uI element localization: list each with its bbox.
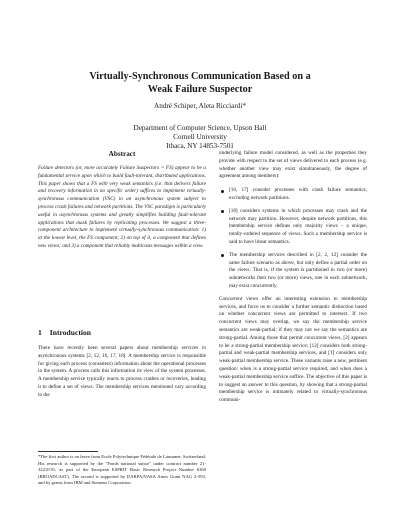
section-title: Introduction	[49, 328, 92, 337]
bullet-item	[219, 187, 367, 203]
affiliation-line-2: Cornell University	[173, 133, 227, 141]
right-paragraph-2: Concurrent views offer an interesting extension to membership services, and force us to consider a further semantic distinction based on whether concurrent views are permitted to intersect. If two concurrent views may overlap, we say the membership service semantics are weak-partial; if they may not we say the semantics are strong-partial. Among those that permit concurrent views, [2] appears to be a strong-partial membership service; [12] considers both strong-partial and weak-partial membership services, and [1] considers only weak-partial membership service. These variants raise a new, pertinent question: when is a strong-partial service required, and when does a weak-partial membership service suffice. The objective of this paper is to suggest an answer to this question, by showing that a strong-partial membership service is intimately related to virtually-synchronous communi-	[219, 295, 367, 404]
title-line-1: Virtually-Synchronous Communication Based on a	[89, 71, 311, 82]
bullet-item	[219, 208, 367, 247]
membership-bullet-list	[219, 187, 367, 291]
bullet-text: The membership services described in [2, 2, 12] consider the same failure scenario as above, but only define a partial order on the views. That is, if the system is partitioned in two (or more) subnetworks then two (or more) views, one in each subnetwork, may exist concurrently.	[229, 251, 367, 289]
abstract-heading: Abstract	[108, 150, 136, 158]
section-number: 1	[38, 328, 42, 337]
bullet-dot-icon	[221, 190, 224, 193]
bullet-dot-icon	[221, 210, 224, 213]
footnote: *The first author is on leave from Ecole Polytechnique Fédérale de Lausanne, Switzerland. His research is supported by the "Fonds national suisse" under contract number 21-32210.91, as part of the European ESPRIT Basic Research Project Number 6360 (BROADCAST). The second is supported by DARPA/NASA Ames Grant NAG 2-593, and by grants from IBM and Siemens Corporation.	[38, 454, 206, 486]
right-column	[219, 150, 367, 405]
bullet-dot-icon	[221, 254, 224, 257]
affiliation-line-1: Department of Computer Science, Upson Hall	[133, 124, 267, 132]
bullet-item	[219, 252, 367, 291]
affiliation-line-3: Ithaca, NY 14853-7501	[166, 142, 234, 150]
bullet-text: [16, 17] consider processes with crash failure semantics, excluding network partitions.	[229, 187, 367, 201]
paper-title	[40, 70, 360, 96]
left-column	[38, 150, 206, 251]
introduction-paragraph: There have recently been several papers about membership services in asynchronous systems [2, 12, 16, 17, 18]. A membership service is responsible for giving each process (consistent) information about the operational processes in the system. A process calls this information its view of the system processes. A membership service typically reacts to process crashes or recoveries, leading it to define a set of views. The membership services mentioned vary according to the	[38, 345, 206, 398]
footnote-rule	[38, 451, 98, 452]
bullet-text: [18] considers systems in which processes may crash and the network may partition. However, despite network partitions, this membership service defines only majority views – a unique, totally-ordered sequence of views. Such a membership service is said to have linear semantics.	[229, 207, 367, 245]
abstract-text: Failure detectors (or, more accurately Failure Suspectors = FS) appear to be a fundamental service upon which to build fault-tolerant, distributed applications. This paper shows that a FS with very weak semantics (i.e. that delivers failure and recovery information in no specific order) suffices to implement virtually-synchronous communication (VSC) in an asynchronous system subject to process crash failures and network partitions. The VSC paradigm is particularly useful in asynchronous systems and greatly simplifies building fault-tolerant applications that mask failures by replicating processes. We suggest a three-component architecture to implement virtually-synchronous communication: 1) at the lowest level, the FS component; 2) on top of it, a component that defines new views; and 3) a component that reliably multicasts messages within a view.	[38, 165, 206, 249]
author-list: André Schiper, Aleta Ricciardi*	[154, 102, 246, 110]
right-paragraph-1: underlying failure model considered, as well as the properties they provide with respect to the set of views delivered to each process (e.g. whether another view may exist simultaneously, the degree of agreement among members):	[219, 150, 367, 180]
section-heading-introduction	[38, 328, 99, 337]
title-line-2: Weak Failure Suspector	[147, 84, 253, 95]
affiliation	[40, 124, 360, 151]
